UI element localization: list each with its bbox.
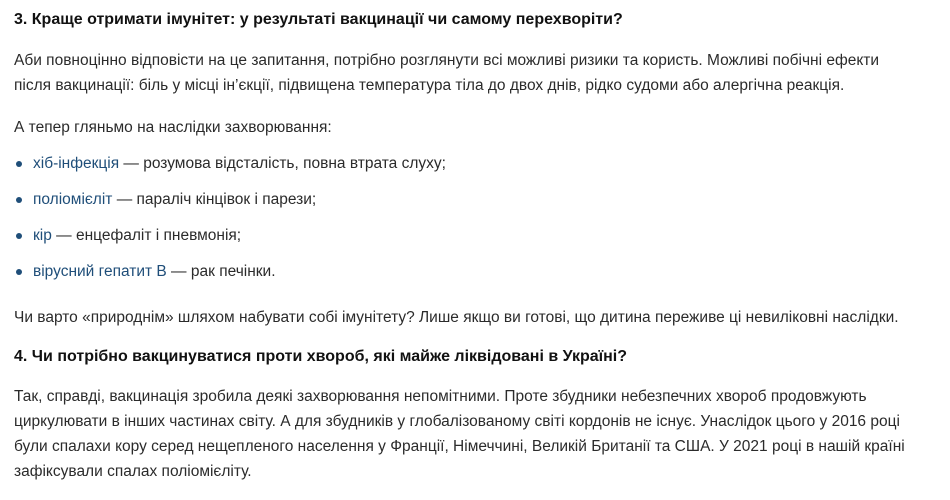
list-intro-wrap [14,115,940,140]
list-item [14,225,241,247]
list-item [14,189,316,211]
term-link-hepatitis-b[interactable]: вірусний гепатит В [33,263,167,280]
paragraph-line: циркулювати в інших частинах світу. А для збудників у глобалізованому світі кордонів не існує. Унаслідок цього у 2016 році [14,413,900,430]
section-4-heading: 4. Чи потрібно вакцинуватися проти хвороб, які майже ліквідовані в Україні? [14,348,628,365]
bullet-icon [16,161,22,167]
list-item [14,261,276,283]
list-item-text: — розумова відсталість, повна втрата слуху; [119,155,446,172]
paragraph-line: зафіксували спалах поліомієліту. [14,463,252,480]
list-item-text: — параліч кінцівок і парези; [112,191,317,208]
consequences-list [14,153,940,293]
paragraph-line: Так, справді, вакцинація зробила деякі захворювання непомітними. Проте збудники небезпечних хвороб продовжують [14,388,867,405]
bullet-icon [16,269,22,275]
conclusion-paragraph: Чи варто «природнім» шляхом набувати собі імунітету? Лише якщо ви готові, що дитина переживе ці невиліковні наслідки. [14,309,899,326]
term-link-hib[interactable]: хіб-інфекція [33,155,120,172]
conclusion-wrap [14,305,940,330]
paragraph-line: Аби повноцінно відповісти на це запитання, потрібно розглянути всі можливі ризики та користь. Можливі побічні ефекти [14,52,880,69]
section-3-paragraph [14,48,940,98]
term-link-polio[interactable]: поліомієліт [33,191,113,208]
list-item-text: — рак печінки. [166,263,276,280]
section-3-heading-wrap [14,9,940,31]
section-4-heading-wrap [14,346,940,368]
section-3-heading: 3. Краще отримати імунітет: у результаті вакцинації чи самому перехворіти? [14,11,623,28]
list-intro: А тепер гляньмо на наслідки захворювання: [14,119,332,136]
bullet-icon [16,233,22,239]
bullet-icon [16,197,22,203]
section-4-paragraph [14,384,940,484]
list-item-text: — енцефаліт і пневмонія; [51,227,242,244]
paragraph-line: після вакцинації: біль у місці ін’єкції, підвищена температура тіла до двох днів, рідко судоми або алергічна реакція. [14,77,845,94]
paragraph-line: були спалахи кору серед нещепленого населення у Франції, Німеччині, Великій Британії та США. У 2021 році в нашій країні [14,438,905,455]
list-item [14,153,446,175]
term-link-measles[interactable]: кір [33,227,52,244]
